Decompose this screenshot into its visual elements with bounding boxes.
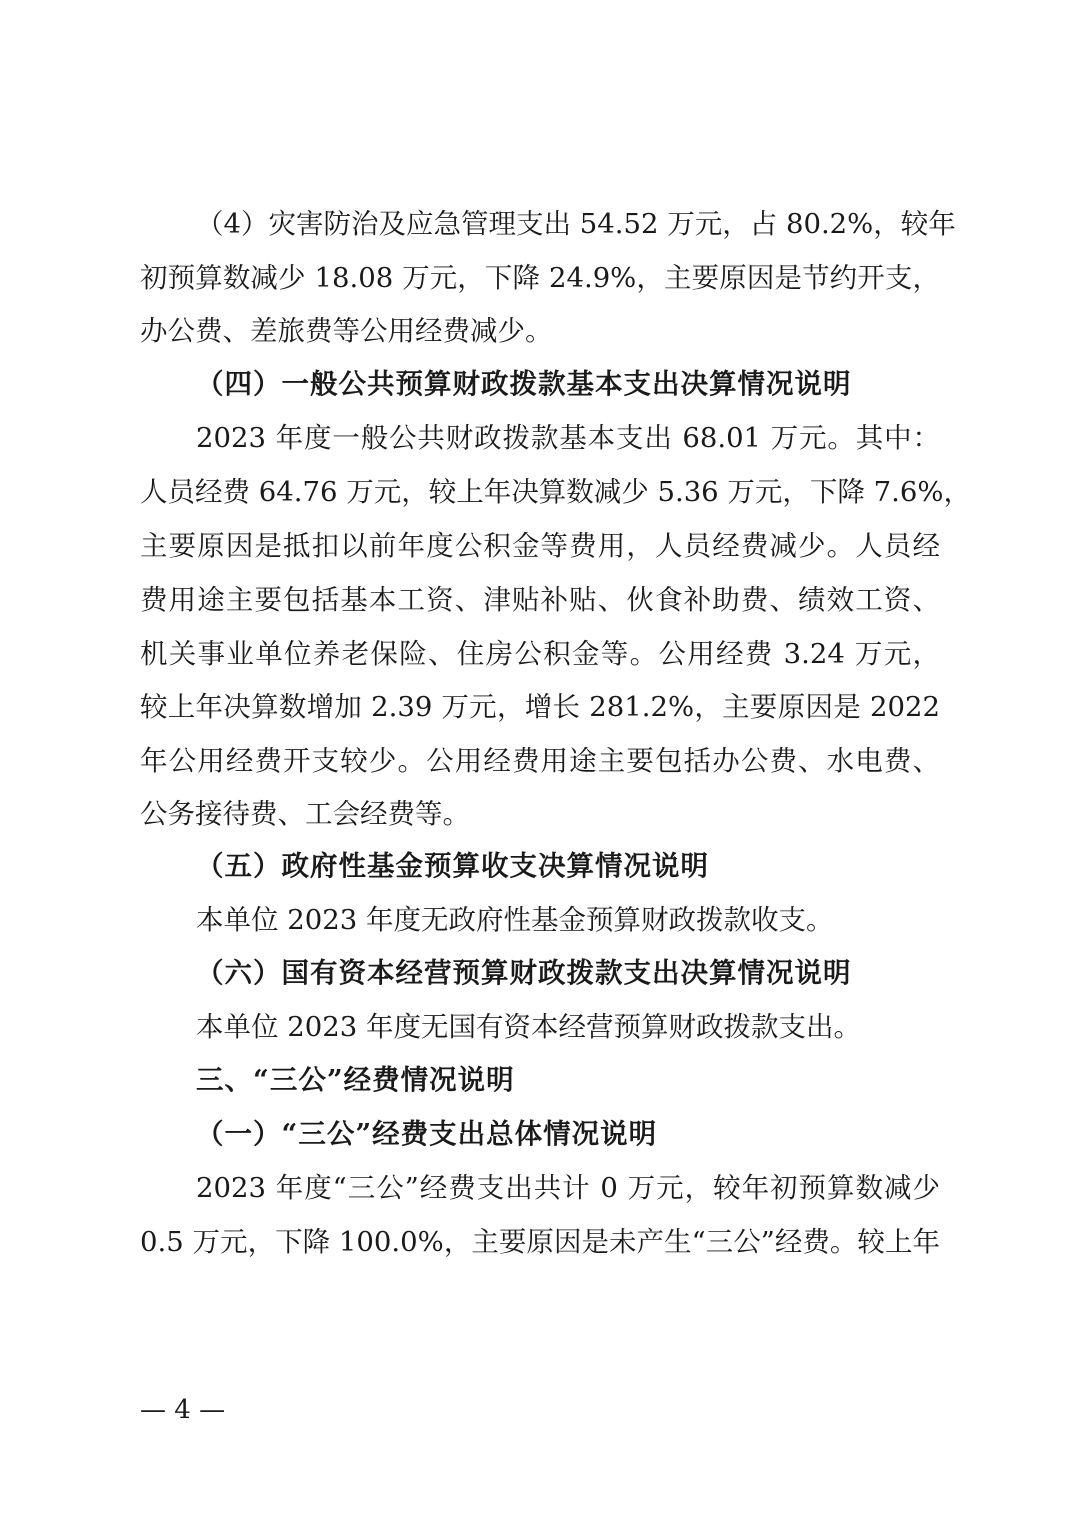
paragraph-4-line-2: 初预算数减少 18.08 万元，下降 24.9%，主要原因是节约开支， <box>140 262 940 294</box>
paragraph-4-line-3: 办公费、差旅费等公用经费减少。 <box>140 315 553 347</box>
section-5-body: 本单位 2023 年度无政府性基金预算财政拨款收支。 <box>196 904 834 936</box>
section-4-line-1: 2023 年度一般公共财政拨款基本支出 68.01 万元。其中： <box>196 422 940 454</box>
section-4-line-6: 较上年决算数增加 2.39 万元，增长 281.2%，主要原因是 2022 <box>140 691 940 723</box>
part-3-heading: 三、“三公”经费情况说明 <box>196 1064 515 1096</box>
part-3-line-1: 2023 年度“三公”经费支出共计 0 万元，较年初预算数减少 <box>196 1172 940 1204</box>
section-4-line-7: 年公用经费开支较少。公用经费用途主要包括办公费、水电费、 <box>140 745 940 777</box>
page-number: — 4 — <box>140 1395 226 1425</box>
section-6-heading: （六）国有资本经营预算财政拨款支出决算情况说明 <box>196 957 852 989</box>
section-6-body: 本单位 2023 年度无国有资本经营预算财政拨款支出。 <box>196 1011 861 1043</box>
section-4-heading: （四）一般公共预算财政拨款基本支出决算情况说明 <box>196 368 852 400</box>
section-4-line-4: 费用途主要包括基本工资、津贴补贴、伙食补助费、绩效工资、 <box>140 584 940 616</box>
section-4-line-3: 主要原因是抵扣以前年度公积金等费用，人员经费减少。人员经 <box>140 530 940 562</box>
section-4-line-5: 机关事业单位养老保险、住房公积金等。公用经费 3.24 万元， <box>140 638 940 670</box>
section-5-heading: （五）政府性基金预算收支决算情况说明 <box>196 850 709 882</box>
section-4-line-8: 公务接待费、工会经费等。 <box>140 798 470 830</box>
paragraph-4-line-1: （4）灾害防治及应急管理支出 54.52 万元，占 80.2%，较年 <box>196 208 956 240</box>
section-4-line-2: 人员经费 64.76 万元，较上年决算数减少 5.36 万元，下降 7.6%， <box>140 476 972 508</box>
part-3-line-2: 0.5 万元，下降 100.0%，主要原因是未产生“三公”经费。较上年 <box>140 1226 940 1258</box>
part-3-sub-heading: （一）“三公”经费支出总体情况说明 <box>196 1118 658 1150</box>
